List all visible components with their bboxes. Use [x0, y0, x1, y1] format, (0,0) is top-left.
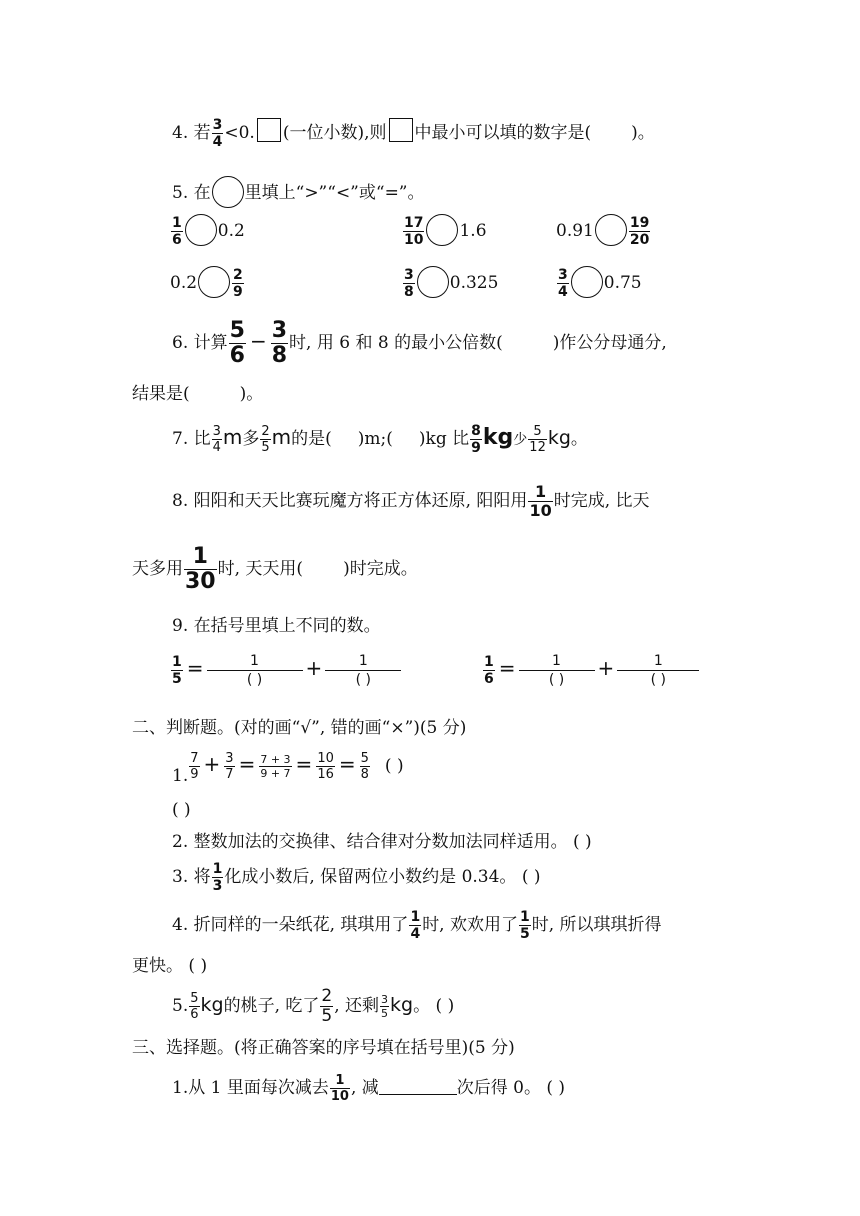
section-2-title: 二、判断题。(对的画“√”, 错的画“×”)(5 分): [132, 718, 467, 738]
fraction: $\frac{3}{4}$: [212, 117, 223, 150]
fill-blank: [379, 1094, 457, 1095]
answer-box: [389, 118, 413, 142]
judge-2: 2. 整数加法的交换律、结合律对分数加法同样适用。 ( ): [172, 832, 592, 852]
question-4: 4. 若 $\frac{3}{4}$ <0. (一位小数),则 中最小可以填的数字是( )。: [172, 117, 655, 150]
compare-circle: [426, 214, 458, 246]
question-9: 9. 在括号里填上不同的数。: [172, 616, 381, 636]
question-6-line2: 结果是( )。: [132, 384, 264, 404]
compare-circle: [185, 214, 217, 246]
judge-4: 4. 折同样的一朵纸花, 琪琪用了 $\frac{1}{4}$ 时, 欢欢用了 $\frac{1}{5}$ 时, 所以琪琪折得: [172, 909, 662, 942]
question-7: 7. 比 $\frac{3}{4}$ m多 $\frac{2}{5}$ m的是( )m;( )kg 比 $\frac{8}{9}$ kg少 $\frac{5}{12}$ kg。: [172, 423, 588, 456]
compare-item: 0.91 $\frac{19}{20}$: [556, 215, 650, 248]
question-8: 8. 阳阳和天天比赛玩魔方将正方体还原, 阳阳用 $\frac{1}{10}$ 时完成, 比天: [172, 482, 650, 520]
equation-2: $\frac{1}{6}$ = 1 ( ) + 1 ( ): [482, 654, 699, 687]
compare-item: $\frac{3}{8}$ 0.325: [404, 267, 499, 300]
compare-circle: [595, 214, 627, 246]
compare-item: $\frac{17}{10}$ 1.6: [404, 215, 487, 248]
judge-5: 5. $\frac{5}{6}$ kg的桃子, 吃了 $\frac{2}{5}$ , 还剩 $\frac{3}{5}$ kg。 ( ): [172, 986, 455, 1026]
equation-1: $\frac{1}{5}$ = 1 ( ) + 1 ( ): [170, 654, 401, 687]
judge-3: 3. 将 $\frac{1}{3}$ 化成小数后, 保留两位小数约是 0.34。 ( ): [172, 861, 541, 894]
choice-1: 1.从 1 里面每次减去 $\frac{1}{10}$ , 减 次后得 0。 ( ): [172, 1073, 566, 1104]
answer-box: [257, 118, 281, 142]
compare-item: $\frac{1}{6}$ 0.2: [172, 215, 245, 248]
question-5: 5. 在 里填上“>”“<”或“=”。: [172, 176, 425, 208]
judge-1-paren: ( ): [172, 800, 191, 820]
compare-circle: [417, 266, 449, 298]
judge-4-line2: 更快。 ( ): [132, 956, 208, 976]
question-8-line2: 天多用 $\frac{1}{30}$ 时, 天天用( )时完成。: [132, 544, 418, 594]
compare-item: 0.2 $\frac{2}{9}$: [170, 267, 243, 300]
section-3-title: 三、选择题。(将正确答案的序号填在括号里)(5 分): [132, 1038, 515, 1058]
compare-circle: [198, 266, 230, 298]
compare-circle: [571, 266, 603, 298]
compare-circle: [212, 176, 244, 208]
question-6: 6. 计算 $\frac{5}{6}$ − $\frac{3}{8}$ 时, 用 6 和 8 的最小公倍数( )作公分母通分,: [172, 318, 667, 368]
compare-item: $\frac{3}{4}$ 0.75: [558, 267, 642, 300]
judge-1: 1. $\frac{7}{9}$ + $\frac{3}{7}$ = $\frac{7 + 3}{9 + 7}$ = $\frac{10}{16}$ = $\frac{5}{8}$ ( ): [172, 751, 404, 786]
